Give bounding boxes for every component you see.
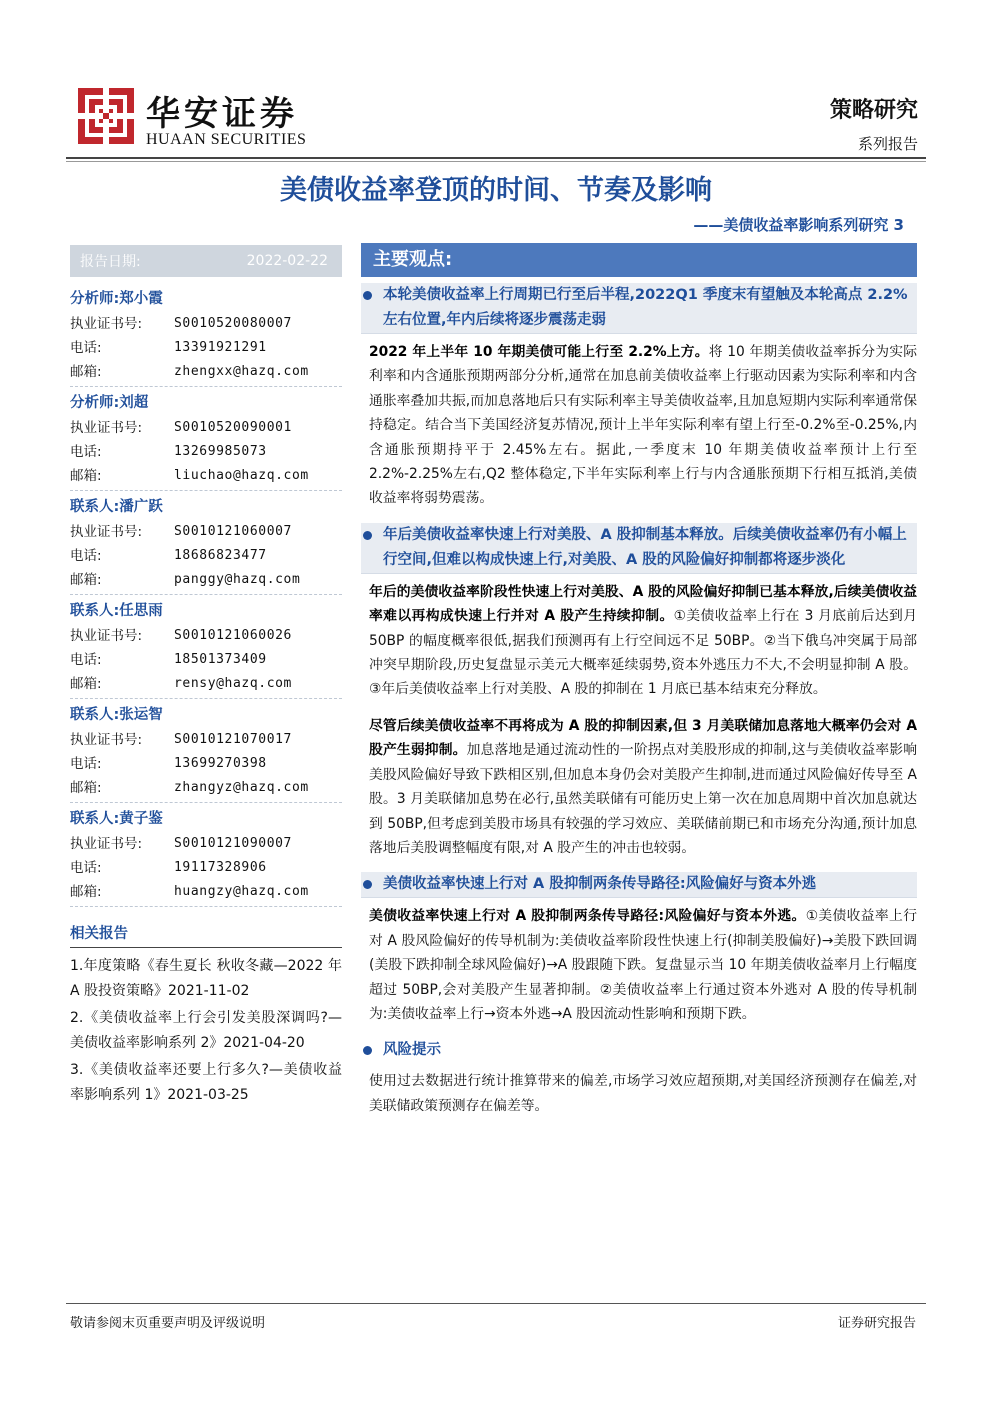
phone-label: 电话: bbox=[70, 860, 102, 876]
analyst-name: 联系人:张运智 bbox=[70, 707, 163, 723]
phone-number: 13269985073 bbox=[174, 444, 267, 459]
cert-number: S0010121070017 bbox=[174, 732, 292, 747]
key-point-text: 本轮美债收益率上行周期已行至后半程,2022Q1 季度末有望触及本轮高点 2.2%左右位置,年内后续将逐步震荡走弱 bbox=[383, 287, 908, 328]
bullet-dot-icon bbox=[363, 291, 372, 300]
email-label: 邮箱: bbox=[70, 572, 102, 588]
email-address[interactable]: huangzy@hazq.com bbox=[174, 884, 309, 899]
body-paragraph bbox=[361, 714, 917, 860]
footer-divider bbox=[66, 1303, 926, 1304]
analyst-cert-row bbox=[70, 416, 342, 440]
header-divider bbox=[66, 157, 926, 159]
phone-number: 19117328906 bbox=[174, 860, 267, 875]
cert-number: S0010121060007 bbox=[174, 524, 292, 539]
related-reports bbox=[70, 920, 342, 1110]
body-paragraph bbox=[361, 340, 917, 511]
key-point-bullet bbox=[361, 872, 917, 898]
report-subtitle: ——美债收益率影响系列研究 3 bbox=[693, 216, 904, 234]
risk-warning-bullet bbox=[361, 1038, 917, 1063]
brand-name-en: HUAAN SECURITIES bbox=[146, 131, 307, 148]
cert-label: 执业证书号: bbox=[70, 524, 143, 540]
email-label: 邮箱: bbox=[70, 364, 102, 380]
brand-name-cn: 华安证券 bbox=[146, 94, 298, 134]
analyst-email-row bbox=[70, 360, 342, 384]
analyst-phone-row bbox=[70, 648, 342, 672]
analyst-card bbox=[70, 806, 342, 907]
email-address[interactable]: zhengxx@hazq.com bbox=[174, 364, 309, 379]
main-points-heading: 主要观点: bbox=[361, 243, 917, 277]
analyst-cert-row bbox=[70, 832, 342, 856]
report-date-bar bbox=[70, 245, 342, 277]
paragraph-lead: 2022 年上半年 10 年期美债可能上行至 2.2%上方。 bbox=[369, 344, 709, 360]
related-report-item[interactable]: 3.《美债收益率还要上行多久?—美债收益率影响系列 1》2021-03-25 bbox=[70, 1062, 342, 1103]
main-content bbox=[361, 243, 917, 1130]
analyst-card bbox=[70, 702, 342, 803]
related-report-item[interactable]: 2.《美债收益率上行会引发美股深调吗?—美债收益率影响系列 2》2021-04-20 bbox=[70, 1010, 342, 1051]
bullet-dot-icon bbox=[363, 531, 372, 540]
cert-number: S0010520080007 bbox=[174, 316, 292, 331]
report-category: 策略研究 bbox=[829, 97, 918, 123]
analyst-phone-row bbox=[70, 336, 342, 360]
paragraph-text: 使用过去数据进行统计推算带来的偏差,市场学习效应超预期,对美国经济预测存在偏差,对美联储政策预测存在偏差等。 bbox=[369, 1073, 917, 1114]
related-reports-heading: 相关报告 bbox=[70, 920, 342, 948]
phone-number: 13391921291 bbox=[174, 340, 267, 355]
paragraph-lead: 美债收益率快速上行对 A 股抑制两条传导路径:风险偏好与资本外逃。 bbox=[369, 908, 806, 925]
analyst-cert-row bbox=[70, 520, 342, 544]
phone-label: 电话: bbox=[70, 756, 102, 772]
analyst-card bbox=[70, 494, 342, 595]
footer-disclaimer: 敬请参阅末页重要声明及评级说明 bbox=[70, 1316, 266, 1331]
related-report-item[interactable]: 1.年度策略《春生夏长 秋收冬藏—2022 年 A 股投资策略》2021-11-02 bbox=[70, 958, 342, 999]
cert-label: 执业证书号: bbox=[70, 836, 143, 852]
cert-label: 执业证书号: bbox=[70, 420, 143, 436]
email-address[interactable]: rensy@hazq.com bbox=[174, 676, 292, 691]
phone-label: 电话: bbox=[70, 652, 102, 668]
bullet-dot-icon bbox=[363, 880, 372, 889]
paragraph-text: ①美债收益率上行在 3 月底前后达到月 50BP 的幅度概率很低,据我们预测再有上行空间远不足 50BP。②当下俄乌冲突属于局部冲突早期阶段,历史复盘显示美元大概率延续弱势,资本外逃压力不大,不会明显抑制 A 股。③年后美债收益率上行对美股、A 股的抑制在 1 月底已基本结束充分释放。 bbox=[369, 608, 917, 698]
risk-warning-heading: 风险提示 bbox=[383, 1042, 441, 1059]
report-category-sub: 系列报告 bbox=[857, 135, 918, 153]
analyst-email-row bbox=[70, 464, 342, 488]
analyst-name: 联系人:黄子鉴 bbox=[70, 811, 163, 827]
analyst-phone-row bbox=[70, 440, 342, 464]
paragraph-text: 将 10 年期美债收益率拆分为实际利率和内含通胀预期两部分分析,通常在加息前美债收益率上行驱动因素为实际利率和内含通胀率叠加共振,而加息落地后只有实际利率主导美债收益率,且加息短期内实际利率通常保持稳定。结合当下美国经济复苏情况,预计上半年实际利率有望上行至-0.2%至-0.25%,内含通胀预期持平于 2.45%左右。据此,一季度末 10 年期美债收益率预计上行至 2.2%-2.25%左右,Q2 整体稳定,下半年实际利率上行与内含通胀预期下行相互抵消,美债收益率将弱势震荡。 bbox=[369, 344, 917, 507]
email-label: 邮箱: bbox=[70, 468, 102, 484]
risk-warning-paragraph bbox=[361, 1069, 917, 1118]
header-divider-thin bbox=[66, 161, 926, 162]
report-title: 美债收益率登顶的时间、节奏及影响 bbox=[280, 175, 712, 206]
key-point-text: 美债收益率快速上行对 A 股抑制两条传导路径:风险偏好与资本外逃 bbox=[383, 876, 817, 893]
phone-number: 18686823477 bbox=[174, 548, 267, 563]
analyst-cert-row bbox=[70, 312, 342, 336]
email-label: 邮箱: bbox=[70, 884, 102, 900]
analyst-email-row bbox=[70, 776, 342, 800]
cert-number: S0010121060026 bbox=[174, 628, 292, 643]
key-point-text: 年后美债收益率快速上行对美股、A 股抑制基本释放。后续美债收益率仍有小幅上行空间,但难以构成快速上行,对美股、A 股的风险偏好抑制都将逐步淡化 bbox=[383, 526, 907, 568]
email-label: 邮箱: bbox=[70, 780, 102, 796]
email-address[interactable]: panggy@hazq.com bbox=[174, 572, 301, 587]
email-label: 邮箱: bbox=[70, 676, 102, 692]
key-point-bullet bbox=[361, 283, 917, 334]
analyst-name: 联系人:任思雨 bbox=[70, 603, 163, 619]
bullet-dot-icon bbox=[363, 1046, 372, 1055]
paragraph-lead: 年后的美债收益率阶段性快速上行对美股、A 股的风险偏好抑制已基本释放,后续美债收益率难以再构成快速上行并对 A 股产生持续抑制。 bbox=[369, 583, 917, 625]
footer-report-type: 证券研究报告 bbox=[837, 1316, 916, 1331]
analyst-card bbox=[70, 390, 342, 491]
body-paragraph bbox=[361, 904, 917, 1026]
analyst-cert-row bbox=[70, 728, 342, 752]
analyst-email-row bbox=[70, 880, 342, 904]
phone-number: 18501373409 bbox=[174, 652, 267, 667]
analyst-phone-row bbox=[70, 544, 342, 568]
key-point-bullet bbox=[361, 523, 917, 574]
email-address[interactable]: liuchao@hazq.com bbox=[174, 468, 309, 483]
cert-label: 执业证书号: bbox=[70, 732, 143, 748]
analyst-cert-row bbox=[70, 624, 342, 648]
analyst-email-row bbox=[70, 568, 342, 592]
cert-number: S0010121090007 bbox=[174, 836, 292, 851]
cert-number: S0010520090001 bbox=[174, 420, 292, 435]
analyst-card bbox=[70, 286, 342, 387]
analyst-list bbox=[70, 286, 342, 910]
phone-label: 电话: bbox=[70, 548, 102, 564]
paragraph-text: ①美债收益率上行对 A 股风险偏好的传导机制为:美债收益率阶段性快速上行(抑制美股偏好)→美股下跌回调(美股下跌抑制全球风险偏好)→A 股跟随下跌。复盘显示当 10 年期美债收益率月上行幅度超过 50BP,会对美股产生显著抑制。②美债收益率上行通过资本外逃对 A 股的传导机制为:美债收益率上行→资本外逃→A 股因流动性影响和预期下跌。 bbox=[369, 908, 917, 1022]
paragraph-text: 加息落地是通过流动性的一阶拐点对美股形成的抑制,这与美债收益率影响美股风险偏好导致下跌相区别,但加息本身仍会对美股产生抑制,进而通过风险偏好传导至 A 股。3 月美联储加息势在必行,虽然美联储有可能历史上第一次在加息周期中首次加息就达到 50BP,但考虑到美股市场具有较强的学习效应、美联储前期已和市场充分沟通,预计加息落地后美股调整幅度有限,对 A 股产生的冲击也较弱。 bbox=[369, 742, 918, 856]
analyst-phone-row bbox=[70, 856, 342, 880]
company-logo bbox=[78, 88, 134, 144]
report-date-label: 报告日期: bbox=[80, 254, 141, 270]
body-paragraph bbox=[361, 580, 917, 702]
report-date-value: 2022-02-22 bbox=[246, 253, 328, 269]
analyst-card bbox=[70, 598, 342, 699]
analyst-name: 分析师:刘超 bbox=[70, 395, 149, 411]
analyst-phone-row bbox=[70, 752, 342, 776]
phone-label: 电话: bbox=[70, 340, 102, 356]
paragraph-lead: 尽管后续美债收益率不再将成为 A 股的抑制因素,但 3 月美联储加息落地大概率仍会对 A 股产生弱抑制。 bbox=[369, 717, 917, 759]
cert-label: 执业证书号: bbox=[70, 316, 143, 332]
phone-number: 13699270398 bbox=[174, 756, 267, 771]
phone-label: 电话: bbox=[70, 444, 102, 460]
cert-label: 执业证书号: bbox=[70, 628, 143, 644]
email-address[interactable]: zhangyz@hazq.com bbox=[174, 780, 309, 795]
analyst-name: 分析师:郑小霞 bbox=[70, 291, 163, 307]
analyst-email-row bbox=[70, 672, 342, 696]
analyst-name: 联系人:潘广跃 bbox=[70, 499, 163, 515]
